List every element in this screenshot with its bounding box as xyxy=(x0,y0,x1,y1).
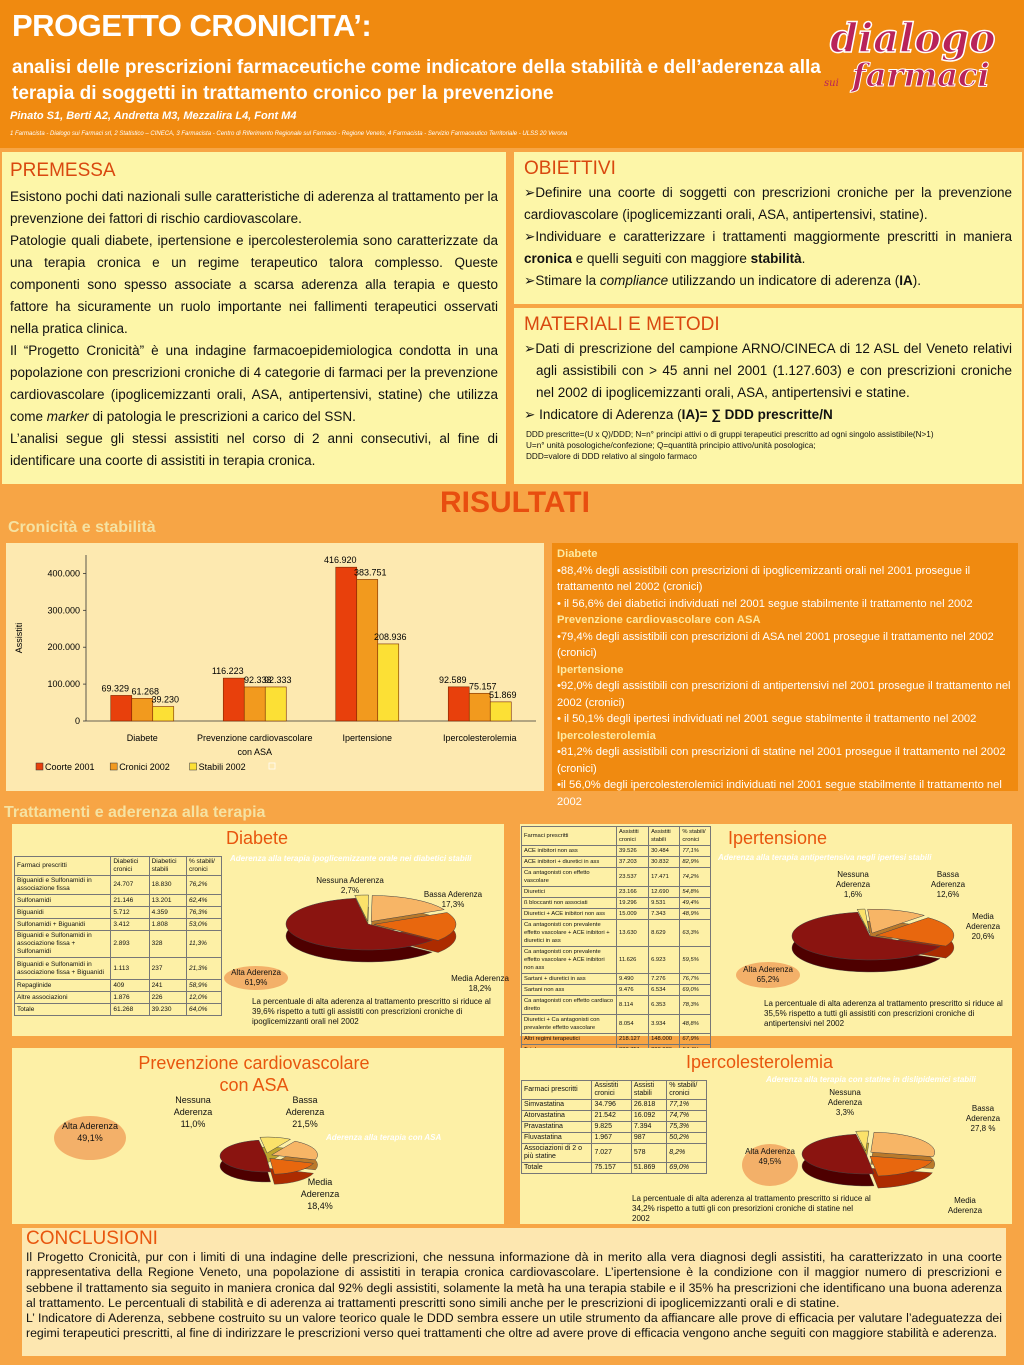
bar-label: 51.869 xyxy=(488,689,517,700)
table-header: Assistiti cronici xyxy=(617,827,649,846)
table-cell: 1.967 xyxy=(592,1133,631,1144)
table-cell: 3.934 xyxy=(649,1015,680,1034)
table-row xyxy=(15,992,222,1004)
table-cell: 58,9% xyxy=(186,980,221,992)
bar-1-2 xyxy=(357,579,378,721)
col-lbl-media: Media Aderenza xyxy=(947,1196,983,1215)
table-cell: 1.113 xyxy=(111,958,149,980)
table-cell: ACE inibitori non ass xyxy=(522,846,617,857)
table-cell: 8.054 xyxy=(617,1015,649,1034)
ipertensione-note: La percentuale di alta aderenza al trattamento prescritto si riduce al 35,5% rispetto a tutti gli assistiti con prescrizioni croniche di antipertensivi nel 2002 xyxy=(764,999,1003,1028)
table-cell: 6.534 xyxy=(649,985,680,996)
bar-label: 116.223 xyxy=(211,666,244,677)
table-cell: 7.394 xyxy=(631,1122,666,1133)
table-cell: 237 xyxy=(149,958,186,980)
table-header: Farmaci prescritti xyxy=(15,857,111,876)
bar-0-2 xyxy=(336,567,357,721)
diabete-subtitle: Aderenza alla terapia ipoglicemizzante orale nei diabetici stabili xyxy=(230,854,472,863)
table-row xyxy=(522,1122,707,1133)
category-label: Ipertensione xyxy=(342,733,393,743)
table-row xyxy=(522,1034,711,1045)
table-cell: 51.869 xyxy=(631,1163,666,1174)
bar-0-3 xyxy=(448,687,469,721)
table-cell: 76,7% xyxy=(680,974,711,985)
authors: Pinato S1, Berti A2, Andretta M3, Mezzalira L4, Font M4 xyxy=(10,110,297,122)
affiliations: 1 Farmacista - Dialogo sui Farmaci srl, 2 Statistico – CINECA, 3 Farmacista - Centro di Riferimento Regionale sul Farmaco - Regione Veneto, 4 Farmacista - Servizio Farmaceutico Territoriale - ULSS 20 Verona xyxy=(10,131,568,137)
table-header: Assisti stabili xyxy=(631,1081,666,1100)
section-trattamenti: Trattamenti e aderenza alla terapia xyxy=(4,804,266,821)
table-cell: 75,3% xyxy=(667,1122,707,1133)
table-row xyxy=(522,846,711,857)
risultati-title: RISULTATI xyxy=(440,486,590,519)
table-cell: 9.490 xyxy=(617,974,649,985)
table-cell: 4.359 xyxy=(149,907,186,919)
table-cell: 5.712 xyxy=(111,907,149,919)
legend-label: Cronici 2002 xyxy=(119,762,170,772)
table-row xyxy=(522,898,711,909)
y-tick-label: 400.000 xyxy=(47,568,80,579)
table-cell: 37.203 xyxy=(617,857,649,868)
ipercol-table xyxy=(521,1080,707,1174)
table-cell: 987 xyxy=(631,1133,666,1144)
table-cell: Associazioni di 2 o più statine xyxy=(522,1144,592,1163)
table-header-row xyxy=(522,827,711,846)
table-cell: 18.830 xyxy=(149,876,186,895)
table-cell: 9.531 xyxy=(649,898,680,909)
obiettivi-bullet-3: ➢Stimare la compliance utilizzando un indicatore di aderenza (IA). xyxy=(524,273,922,288)
table-cell: 11.626 xyxy=(617,947,649,974)
bar-2-0 xyxy=(153,707,174,721)
bar-2-2 xyxy=(378,644,399,721)
table-row xyxy=(15,876,222,895)
col-point-2: •il 56,0% degli ipercolesterolemici individuati nel 2001 segue stabilmente il trattamento nel 2002 xyxy=(557,779,1002,808)
table-cell: 13.201 xyxy=(149,895,186,907)
table-cell: 8,2% xyxy=(667,1144,707,1163)
bar-label: 92.333 xyxy=(243,674,272,685)
table-cell: Ca antagonisti con prevalente effetto vascolare + ACE inibitori + diuretici in ass xyxy=(522,920,617,947)
ipercol-note: La percentuale di alta aderenza al trattamento prescritto si riduce al 34,2% rispetto a tutti gli con presorizioni croniche di statine nel 2002 xyxy=(632,1194,871,1223)
category-label: Diabete xyxy=(126,733,158,743)
table-cell: 9.825 xyxy=(592,1122,631,1133)
conclusioni-body xyxy=(26,1250,1002,1342)
table-cell: Sartani + diuretici in ass xyxy=(522,974,617,985)
conclusioni-panel xyxy=(22,1228,1006,1356)
materiali-note-2: U=n° unità posologiche/confezione; Q=quantità principio attivo/unità posologica; xyxy=(526,441,816,450)
table-row xyxy=(15,907,222,919)
bar-label: 92.589 xyxy=(438,674,467,685)
table-header-row xyxy=(15,857,222,876)
category-label: Ipercolesterolemia xyxy=(442,733,517,743)
table-cell: 16.092 xyxy=(631,1111,666,1122)
table-cell: Simvastatina xyxy=(522,1100,592,1111)
ipertensione-subtitle: Aderenza alla terapia antipertensiva negli ipertesi stabili xyxy=(718,853,932,862)
col-head: Ipercolesterolemia xyxy=(557,729,656,742)
conclusioni-title: CONCLUSIONI xyxy=(26,1228,158,1249)
table-cell: 34.796 xyxy=(592,1100,631,1111)
table-cell: 578 xyxy=(631,1144,666,1163)
table-cell: 328 xyxy=(149,931,186,958)
poster-title: PROGETTO CRONICITA’: xyxy=(12,8,372,43)
iper-lbl-bassa: Bassa Aderenza 12,6% xyxy=(930,870,966,899)
table-cell: 15.009 xyxy=(617,909,649,920)
dialogo-logo xyxy=(822,14,1012,94)
bar-2-1 xyxy=(265,687,286,721)
table-cell: Pravastatina xyxy=(522,1122,592,1133)
table-header-row xyxy=(522,1081,707,1100)
obiettivi-title: OBIETTIVI xyxy=(524,158,616,179)
obiettivi-panel xyxy=(514,152,1022,304)
legend-swatch xyxy=(190,763,197,770)
asa-point-1: •79,4% degli assistibili con prescrizioni di ASA nel 2001 prosegue il trattamento nel 2002 (cronici) xyxy=(557,630,994,659)
table-cell: Totale xyxy=(15,1004,111,1016)
premessa-p1: Esistono pochi dati nazionali sulle caratteristiche di aderenza al trattamento per la prevenzione dei fattori di rischio cardiovascolare. xyxy=(10,189,498,226)
table-cell: 148.000 xyxy=(649,1034,680,1045)
table-cell: Biguanidi e Sulfonamidi in associazione fissa + Biguanidi xyxy=(15,958,111,980)
table-row xyxy=(522,1111,707,1122)
table-cell: Atorvastatina xyxy=(522,1111,592,1122)
table-cell: 23.166 xyxy=(617,887,649,898)
pie-slice xyxy=(871,1132,935,1156)
table-cell: 12,0% xyxy=(186,992,221,1004)
table-cell: 76,3% xyxy=(186,907,221,919)
table-cell: 8.114 xyxy=(617,996,649,1015)
table-row xyxy=(15,958,222,980)
table-row xyxy=(522,909,711,920)
col-lbl-nessuna: Nessuna Aderenza 3,3% xyxy=(827,1088,863,1117)
table-header: Assistiti stabili xyxy=(649,827,680,846)
table-cell: 74,7% xyxy=(667,1111,707,1122)
table-cell: 61.268 xyxy=(111,1004,149,1016)
iper-head: Ipertensione xyxy=(557,663,624,676)
table-cell: Ca antagonisti con prevalente effetto vascolare + ACE inibitori non ass xyxy=(522,947,617,974)
table-row xyxy=(522,947,711,974)
table-cell: 21,3% xyxy=(186,958,221,980)
premessa-panel xyxy=(2,152,506,484)
asa-lbl-alta: Alta Aderenza 49,1% xyxy=(54,1116,126,1160)
table-cell: 218.127 xyxy=(617,1034,649,1045)
asa-lbl-media: Media Aderenza 18,4% xyxy=(300,1177,340,1211)
table-cell: 74,2% xyxy=(680,868,711,887)
table-cell: Biguanidi e Sulfonamidi in associazione fissa xyxy=(15,876,111,895)
asa-subtitle: Aderenza alla terapia con ASA xyxy=(326,1133,442,1142)
iper-lbl-alta: Alta Aderenza 65,2% xyxy=(736,962,800,988)
table-cell: Sartani non ass xyxy=(522,985,617,996)
iper-lbl-media: Media Aderenza 20,6% xyxy=(965,912,1001,941)
legend-swatch xyxy=(36,763,43,770)
diabete-title: Diabete xyxy=(226,828,289,848)
table-cell: 409 xyxy=(111,980,149,992)
table-cell: 49,4% xyxy=(680,898,711,909)
table-cell: 48,9% xyxy=(680,909,711,920)
table-cell: Diuretici xyxy=(522,887,617,898)
iper-point-1: •92,0% degli assistibili con prescrizioni di antipertensivi nel 2001 prosegue il trattamento nel 2002 (cronici) xyxy=(557,680,1011,709)
table-cell: 50,2% xyxy=(667,1133,707,1144)
table-row xyxy=(522,1015,711,1034)
table-cell: Ca antagonisti con effetto vascolare xyxy=(522,868,617,887)
bar-chart-box xyxy=(6,543,544,791)
table-cell: 67,9% xyxy=(680,1034,711,1045)
bar-label: 75.157 xyxy=(468,681,497,692)
table-cell: 53,0% xyxy=(186,919,221,931)
table-cell: 48,8% xyxy=(680,1015,711,1034)
table-row xyxy=(522,868,711,887)
table-cell: 17.471 xyxy=(649,868,680,887)
bar-1-3 xyxy=(469,693,490,721)
table-row xyxy=(522,857,711,868)
table-row xyxy=(15,919,222,931)
bar-0-0 xyxy=(111,695,132,721)
table-cell: Ca antagonisti con effetto cardiaco diretto xyxy=(522,996,617,1015)
diabete-note: La percentuale di alta aderenza al trattamento prescritto si riduce al 39,6% rispetto a tutti gli assistiti con prescrizioni croniche di ipoglicemizzanti orali nel 2002 xyxy=(252,997,491,1026)
table-cell: 3.412 xyxy=(111,919,149,931)
asa-head: Prevenzione cardiovascolare con ASA xyxy=(557,614,761,626)
table-cell: 12.690 xyxy=(649,887,680,898)
table-header: % stabili/ cronici xyxy=(667,1081,707,1100)
legend-label: Stabili 2002 xyxy=(198,762,246,772)
bar-label: 92.333 xyxy=(263,674,292,685)
table-cell: 77,1% xyxy=(667,1100,707,1111)
table-cell: 39.526 xyxy=(617,846,649,857)
table-header: % stabili/ cronici xyxy=(186,857,221,876)
table-row xyxy=(522,974,711,985)
table-cell: 1.808 xyxy=(149,919,186,931)
logo-text-farmaci: farmaci xyxy=(852,56,990,94)
legend-swatch xyxy=(110,763,117,770)
table-cell: 64,0% xyxy=(186,1004,221,1016)
table-header: Diabetici cronici xyxy=(111,857,149,876)
table-row xyxy=(15,895,222,907)
table-cell: 7.276 xyxy=(649,974,680,985)
materiali-bullet-1: ➢Dati di prescrizione del campione ARNO/CINECA di 12 ASL del Veneto relativi agli assistibili con > 45 anni nel 2001 (1.127.603) e con prescrizioni croniche nel 2002 di ipoglicemizzanti orali, ASA, antipertensivi e statine. xyxy=(524,341,1012,400)
premessa-title: PREMESSA xyxy=(10,160,116,181)
table-cell: 1.876 xyxy=(111,992,149,1004)
category-label: con ASA xyxy=(237,747,273,757)
table-cell: 21.146 xyxy=(111,895,149,907)
col-point-1: •81,2% degli assistibili con prescrizioni di statine nel 2001 prosegue il trattamento nel 2002 (cronici) xyxy=(557,746,1006,775)
legend-empty-swatch xyxy=(269,763,275,769)
table-cell: 21.542 xyxy=(592,1111,631,1122)
table-cell: 6.353 xyxy=(649,996,680,1015)
table-row xyxy=(522,996,711,1015)
table-cell: 30.832 xyxy=(649,857,680,868)
table-cell: 78,3% xyxy=(680,996,711,1015)
table-cell: ß bloccanti non associati xyxy=(522,898,617,909)
y-axis-label: Assistiti xyxy=(14,622,24,654)
table-row xyxy=(522,985,711,996)
premessa-p2: Patologie quali diabete, ipertensione e ipercolesterolemia sono caratterizzate da una terapia cronica e un regime terapeutico talora complesso. Queste componenti sono spesso associate a scarsa aderenza alla terapia e questo fattore ha sicuramente un ruolo importante nei fallimenti terapeutici osservati nella pratica clinica. xyxy=(10,233,498,336)
category-label: Prevenzione cardiovascolare xyxy=(196,733,313,743)
table-row xyxy=(15,980,222,992)
bar-chart xyxy=(6,543,544,791)
table-header: Farmaci prescritti xyxy=(522,1081,592,1100)
bar-label: 39.230 xyxy=(151,694,180,705)
table-row xyxy=(522,887,711,898)
table-cell: Sulfonamidi xyxy=(15,895,111,907)
iper-point-2: • il 50,1% degli ipertesi individuati nel 2001 segue stabilmente il trattamento nel 2002 xyxy=(557,713,977,725)
table-cell: 59,5% xyxy=(680,947,711,974)
table-row xyxy=(522,1100,707,1111)
diabete-head: Diabete xyxy=(557,548,598,560)
table-cell: 9.476 xyxy=(617,985,649,996)
table-cell: 76,2% xyxy=(186,876,221,895)
diabete-lbl-media: Media Aderenza 18,2% xyxy=(451,974,509,993)
obiettivi-bullet-1: ➢Definire una coorte di soggetti con prescrizioni croniche per la prevenzione cardiovascolare (ipoglicemizzanti orali, ASA, antipertensivi, statine). xyxy=(524,185,1012,222)
table-cell: 24.707 xyxy=(111,876,149,895)
table-cell: Repaglinide xyxy=(15,980,111,992)
y-tick-label: 0 xyxy=(74,716,80,726)
diabete-lbl-alta: Alta Aderenza 61,9% xyxy=(224,966,288,990)
premessa-body xyxy=(10,186,498,472)
table-cell: 82,9% xyxy=(680,857,711,868)
table-cell: 54,8% xyxy=(680,887,711,898)
table-cell: 63,3% xyxy=(680,920,711,947)
table-cell: Fluvastatina xyxy=(522,1133,592,1144)
table-cell: 13.630 xyxy=(617,920,649,947)
ipercol-title: Ipercolesterolemia xyxy=(686,1052,834,1072)
legend-label: Coorte 2001 xyxy=(45,762,95,772)
asa-lbl-nessuna: Nessuna Aderenza 11,0% xyxy=(173,1095,213,1129)
table-row xyxy=(522,1133,707,1144)
table-cell: 39.230 xyxy=(149,1004,186,1016)
diabete-point-2: • il 56,6% dei diabetici individuati nel 2001 segue stabilmente il trattamento nel 2002 xyxy=(557,597,973,610)
diabete-point-1: •88,4% degli assistibili con prescrizioni di ipoglicemizzanti orali nel 2001 prosegue il trattamento nel 2002 (cronici) xyxy=(557,564,971,593)
table-cell: 69,0% xyxy=(680,985,711,996)
ipercol-pie xyxy=(790,1124,950,1194)
table-cell: 23.537 xyxy=(617,868,649,887)
table-cell: 30.484 xyxy=(649,846,680,857)
col-lbl-alta: Alta Aderenza 49,5% xyxy=(742,1144,798,1186)
table-cell: Totale xyxy=(522,1163,592,1174)
table-header: Farmaci prescritti xyxy=(522,827,617,846)
materiali-title: MATERIALI E METODI xyxy=(524,314,720,335)
table-row xyxy=(15,1004,222,1016)
table-cell: Diuretici + ACE inibitori non ass xyxy=(522,909,617,920)
table-header: % stabili/ cronici xyxy=(680,827,711,846)
bar-label: 208.936 xyxy=(373,631,407,642)
logo-text-dialogo: dialogo xyxy=(830,15,996,62)
materiali-panel xyxy=(514,308,1022,484)
bar-0-1 xyxy=(223,678,244,721)
table-cell: 75.157 xyxy=(592,1163,631,1174)
col-lbl-bassa: Bassa Aderenza 27,8 % xyxy=(965,1104,1001,1133)
table-cell: 8.629 xyxy=(649,920,680,947)
table-cell: 11,3% xyxy=(186,931,221,958)
risultati-text-panel xyxy=(552,543,1018,808)
y-tick-label: 200.000 xyxy=(47,642,80,653)
diabete-table xyxy=(14,856,222,1016)
bar-label: 383.751 xyxy=(353,567,387,578)
obiettivi-bullet-2: ➢Individuare e caratterizzare i trattamenti maggiormente prescritti in maniera cronica e quelli seguiti con maggiore stabilità. xyxy=(524,229,1012,266)
premessa-p3: Il “Progetto Cronicità” è una indagine farmacoepidemiologica condotta in una popolazione con prescrizioni croniche di 4 categorie di farmaci per la prevenzione cardiovascolare (ipoglicemizzanti orali, ASA, antipertensivi, statine) che utilizza come marker di patologia le prescrizioni a carico del SSN. xyxy=(10,343,498,424)
table-cell: Altre associazioni xyxy=(15,992,111,1004)
table-row xyxy=(15,931,222,958)
ipertensione-pie xyxy=(780,900,970,980)
materiali-bullet-2: ➢ Indicatore di Aderenza (IA)= ∑ DDD prescritte/N xyxy=(524,407,833,422)
iper-lbl-nessuna: Nessuna Aderenza 1,6% xyxy=(835,870,871,899)
table-cell: Altri regimi terapeutici xyxy=(522,1034,617,1045)
table-cell: 7.343 xyxy=(649,909,680,920)
table-cell: 2.893 xyxy=(111,931,149,958)
materiali-note-3: DDD=valore di DDD relativo al singolo farmaco xyxy=(526,452,697,461)
y-tick-label: 100.000 xyxy=(47,679,80,690)
conclusioni-p2: L’ Indicatore di Aderenza, sebbene costruito su un valore teorico quale le DDD sembra essere un utile strumento da affiancare alle prove di efficacia per valutare l’adeguatezza dei regimi terapeutici prescritti, al fine di indirizzare le prescrizioni verso quei trattamenti che oltre ad avere prove di efficacia vengono anche seguiti con maggiore stabilità e aderenza. xyxy=(26,1311,1002,1341)
table-cell: Diuretici + Ca antagonisti con prevalente effetto vascolare xyxy=(522,1015,617,1034)
bar-1-1 xyxy=(244,687,265,721)
bar-label: 61.268 xyxy=(131,686,160,697)
ipertensione-table xyxy=(521,826,711,1056)
table-cell: 226 xyxy=(149,992,186,1004)
table-cell: 19.296 xyxy=(617,898,649,909)
ipercol-subtitle: Aderenza alla terapia con statine in dislipidemici stabili xyxy=(766,1075,976,1084)
table-cell: 7.027 xyxy=(592,1144,631,1163)
diabete-lbl-nessuna: Nessuna Aderenza 2,7% xyxy=(316,876,384,895)
section-cronicita: Cronicità e stabilità xyxy=(8,519,156,536)
table-header: Assistiti cronici xyxy=(592,1081,631,1100)
table-cell: Biguanidi xyxy=(15,907,111,919)
asa-title: Prevenzione cardiovascolare con ASA xyxy=(138,1053,370,1095)
table-cell: 6.923 xyxy=(649,947,680,974)
table-cell: 26.818 xyxy=(631,1100,666,1111)
table-header: Diabetici stabili xyxy=(149,857,186,876)
materiali-note-1: DDD prescritte=(U x Q)/DDD; N=n° principi attivi o di gruppi terapeutici prescritto ad ogni singolo assistibile(N>1) xyxy=(526,430,934,439)
bar-label: 416.920 xyxy=(323,555,357,566)
ipertensione-title: Ipertensione xyxy=(728,828,828,848)
table-cell: 62,4% xyxy=(186,895,221,907)
diabete-lbl-bassa: Bassa Aderenza 17,3% xyxy=(423,890,483,909)
poster-subtitle: analisi delle prescrizioni farmaceutiche come indicatore della stabilità e dell’aderenza alla terapia di soggetti in trattamento cronico per la prevenzione xyxy=(12,57,821,104)
bar-1-0 xyxy=(132,698,153,721)
table-cell: Biguanidi e Sulfonamidi in associazione fissa + Sulfonamidi xyxy=(15,931,111,958)
table-row xyxy=(522,920,711,947)
table-row xyxy=(522,1163,707,1174)
table-cell: 241 xyxy=(149,980,186,992)
table-cell: 77,1% xyxy=(680,846,711,857)
bar-label: 69.329 xyxy=(101,683,130,694)
premessa-p4: L’analisi segue gli stessi assistiti nel corso di 2 anni consecutivi, al fine di identificare una coorte di assistiti in terapia cronica. xyxy=(10,431,498,468)
logo-text-sui: sui xyxy=(824,78,839,89)
table-cell: 69,0% xyxy=(667,1163,707,1174)
asa-lbl-bassa: Bassa Aderenza 21,5% xyxy=(285,1095,325,1129)
table-cell: ACE inibitori + diuretici in ass xyxy=(522,857,617,868)
table-row xyxy=(522,1144,707,1163)
table-cell: Sulfonamidi + Biguanidi xyxy=(15,919,111,931)
bar-2-3 xyxy=(490,702,511,721)
y-tick-label: 300.000 xyxy=(47,605,80,616)
conclusioni-p1: Il Progetto Cronicità, pur con i limiti di una indagine delle prescrizioni, che nessuna informazione dà in merito alla vera diagnosi degli assistiti, ha caratterizzato in una coorte rappresentativa della Regione Veneto, una popolazione di assistiti in terapia cronica cardiovascolare. L’ipertensione è la condizione con il maggior numero di prescrizioni e sebbene il trattamento sia seguito in maniera cronica dal 92% degli assistiti, solamente la metà ha una terapia stabile e il 35% ha prescrizioni che identificano una buona aderenza al trattamento. Le percentuali di stabilità e di aderenza ai trattamenti prescritti sono simili anche per le prescrizioni di ipoglicemizzanti orali e di statine. xyxy=(26,1250,1002,1310)
